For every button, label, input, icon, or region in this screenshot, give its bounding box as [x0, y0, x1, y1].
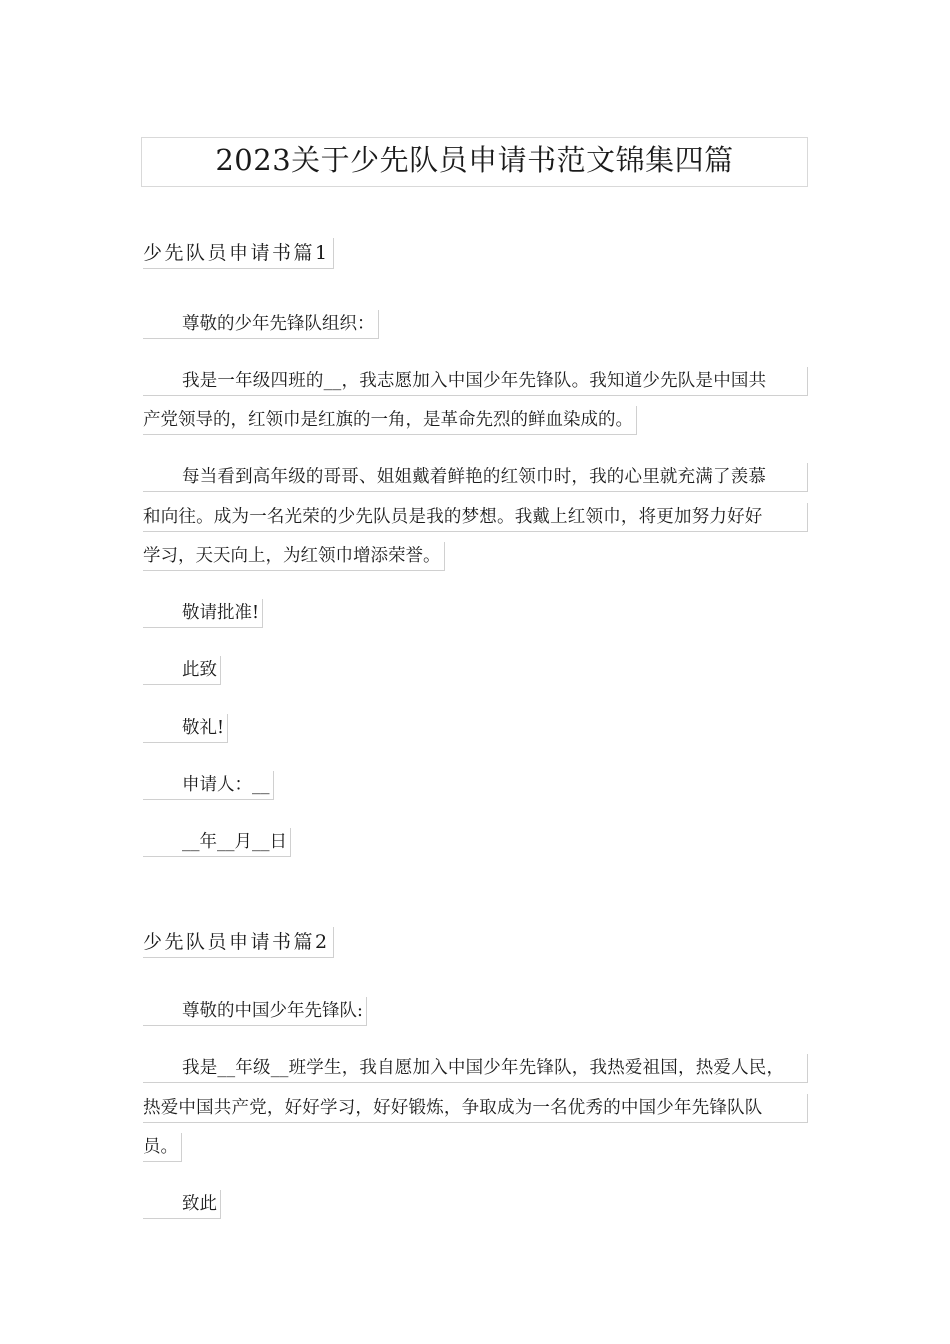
- closing-line: 此致: [143, 656, 221, 685]
- paragraph-line: 产党领导的，红领巾是红旗的一角，是革命先烈的鲜血染成的。: [143, 406, 637, 435]
- paragraph-line: 热爱中国共产党，好好学习，好好锻炼，争取成为一名优秀的中国少年先锋队队: [143, 1094, 808, 1123]
- paragraph-line: 和向往。成为一名光荣的少先队员是我的梦想。我戴上红领巾，将更加努力好好: [143, 503, 808, 532]
- section-heading-1: 少先队员申请书篇1: [143, 238, 334, 269]
- closing-line: 致此: [143, 1190, 221, 1219]
- paragraph-line: 我是一年级四班的__，我志愿加入中国少年先锋队。我知道少先队是中国共: [143, 367, 808, 396]
- paragraph-line: 员。: [143, 1133, 182, 1162]
- paragraph-line: 我是__年级__班学生，我自愿加入中国少年先锋队，我热爱祖国，热爱人民，: [143, 1054, 808, 1083]
- document-title: 2023关于少先队员申请书范文锦集四篇: [141, 137, 808, 187]
- paragraph-line: 每当看到高年级的哥哥、姐姐戴着鲜艳的红领巾时，我的心里就充满了羡慕: [143, 463, 808, 492]
- closing-line: 敬请批准!: [143, 599, 263, 628]
- section-heading-2: 少先队员申请书篇2: [143, 927, 334, 958]
- closing-line: 敬礼!: [143, 714, 228, 743]
- salutation: 尊敬的中国少年先锋队:: [143, 997, 367, 1026]
- paragraph-line: 学习，天天向上，为红领巾增添荣誉。: [143, 542, 445, 571]
- applicant-line: 申请人：__: [143, 771, 274, 800]
- date-line: __年__月__日: [143, 828, 291, 857]
- salutation: 尊敬的少年先锋队组织：: [143, 310, 379, 339]
